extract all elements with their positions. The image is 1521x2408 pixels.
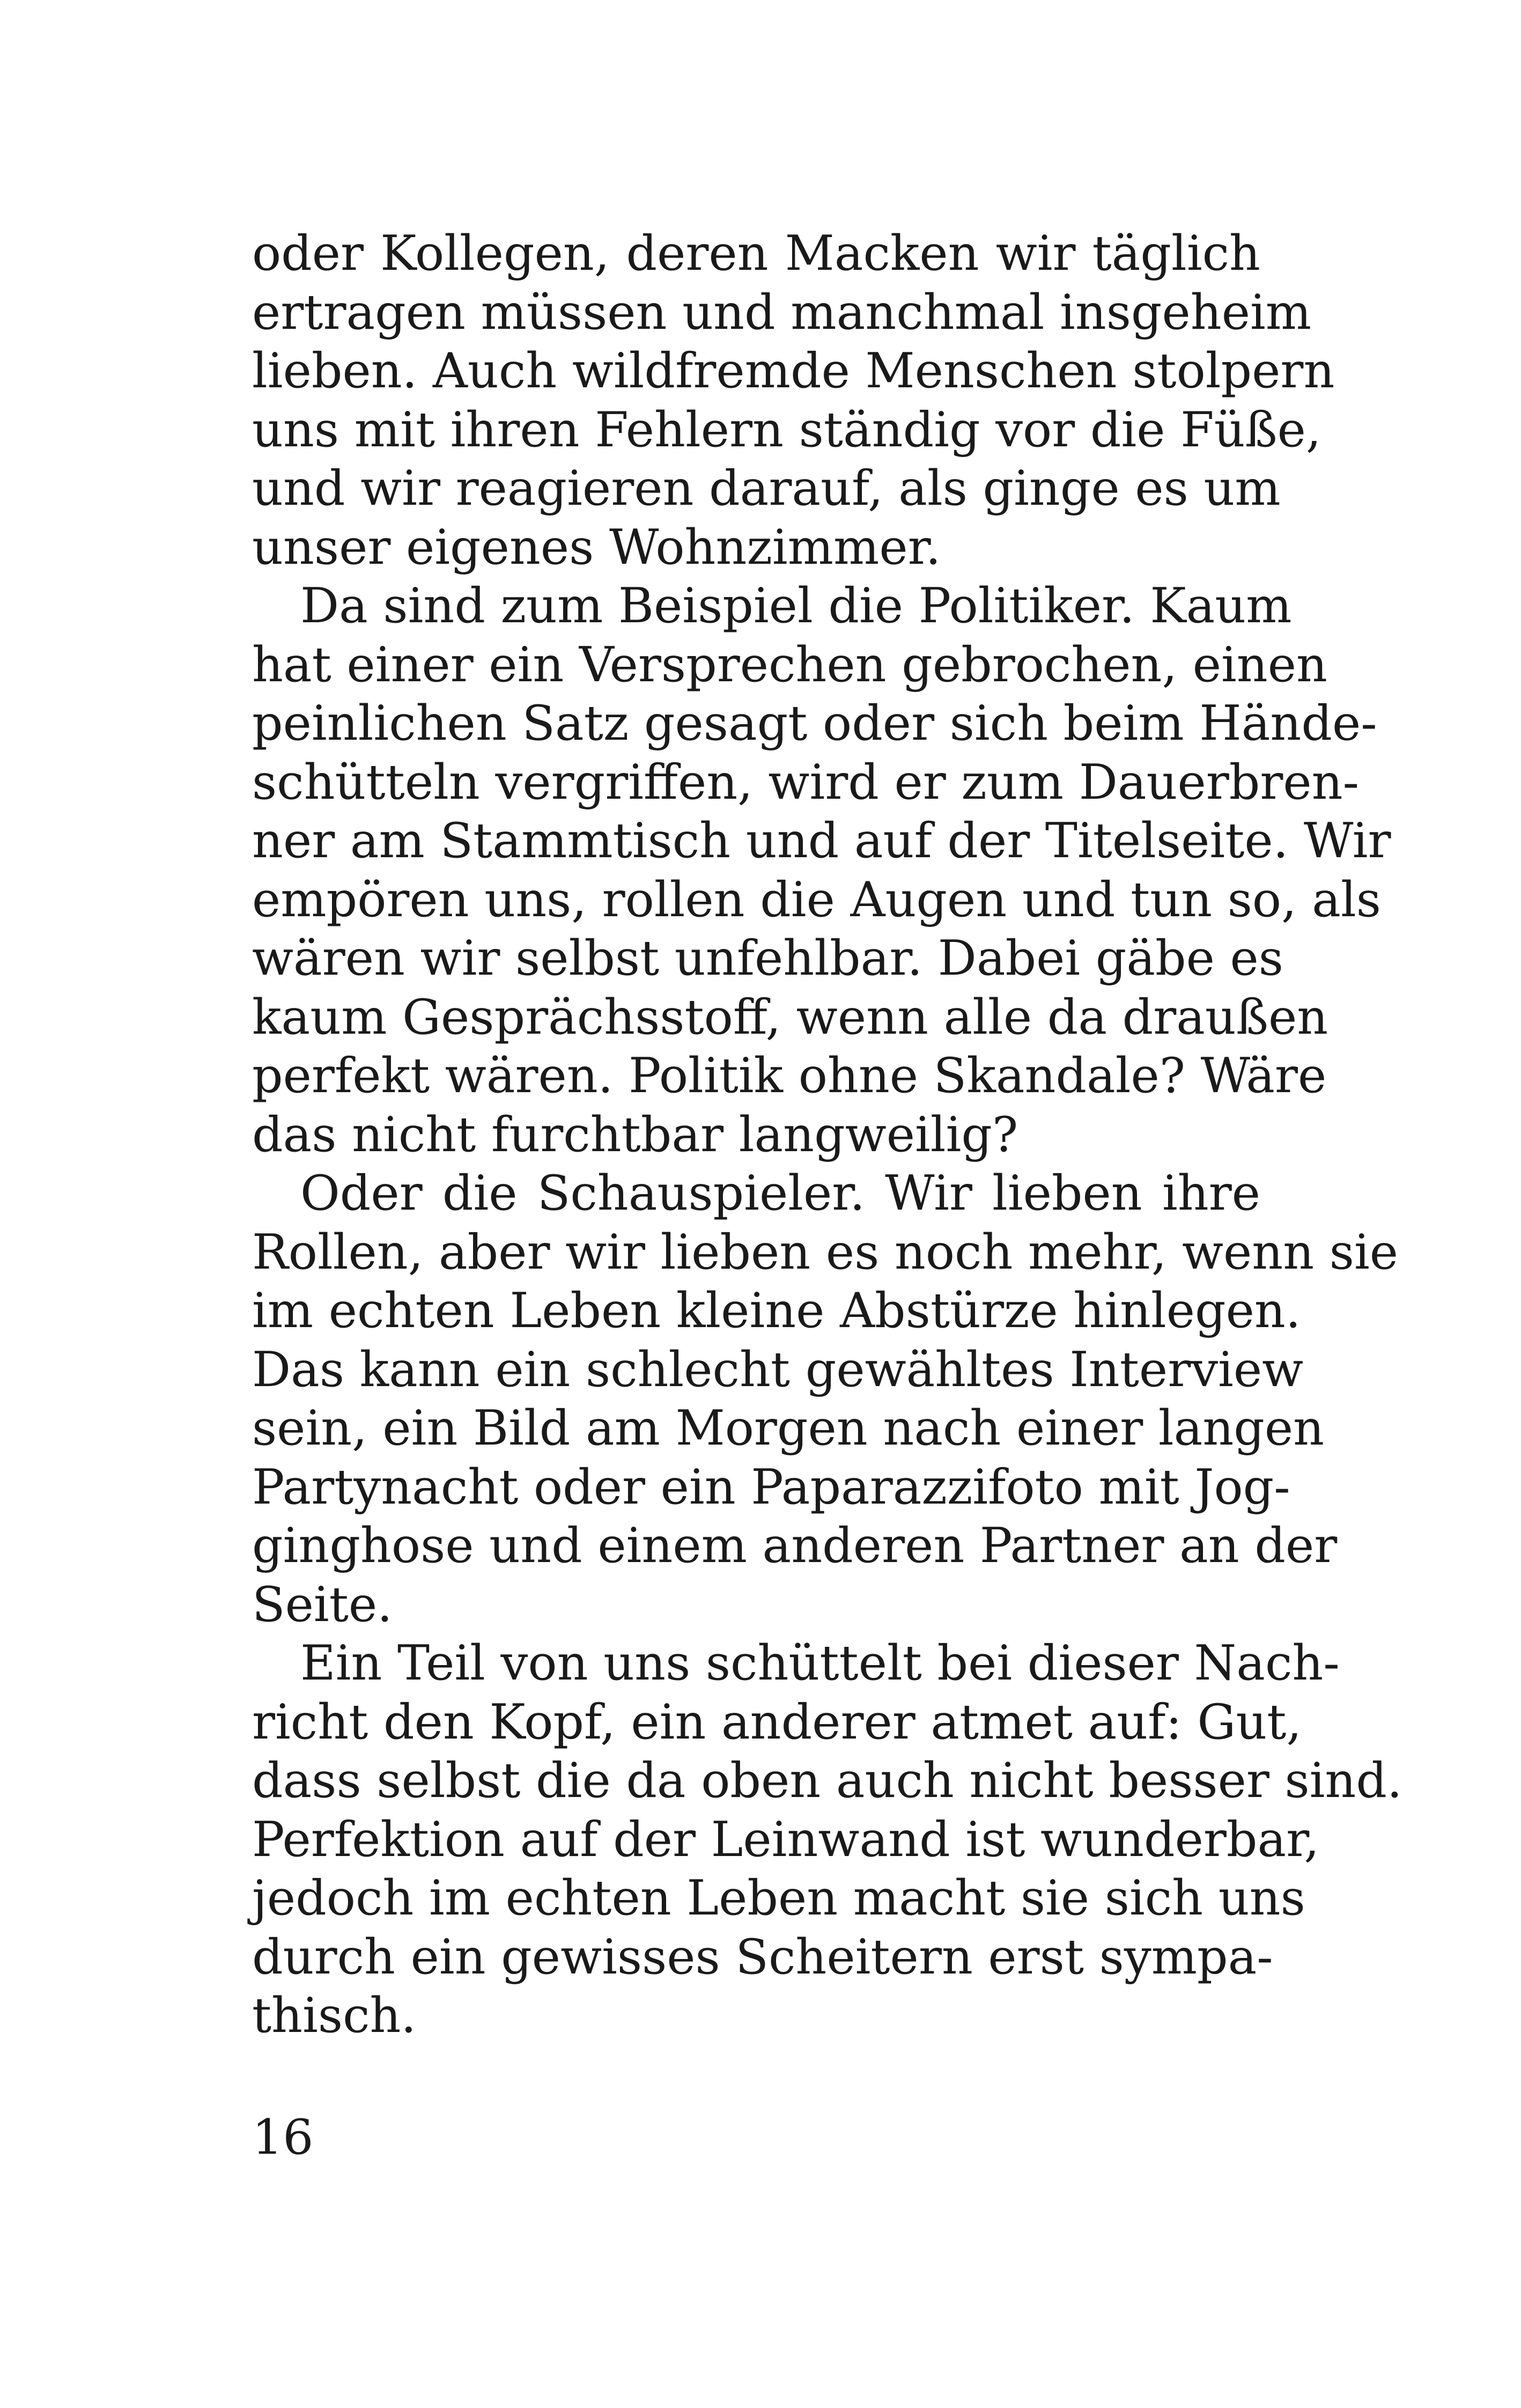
text-line: empören uns, rollen die Augen und tun so, als (252, 871, 1381, 928)
text-line: Ein Teil von uns schüttelt bei dieser Nach- (300, 1635, 1340, 1691)
text-line: Rollen, aber wir lieben es noch mehr, wenn sie (252, 1224, 1399, 1280)
text-line: schütteln vergriffen, wird er zum Dauerbren- (252, 754, 1360, 811)
text-line: thisch. (252, 1987, 417, 2044)
text-line: ginghose und einem anderen Partner an der (252, 1518, 1338, 1574)
text-line: und wir reagieren darauf, als ginge es um (252, 460, 1281, 517)
text-line: richt den Kopf, ein anderer atmet auf: Gut, (252, 1693, 1302, 1750)
text-line: Das kann ein schlecht gewähltes Interview (252, 1341, 1304, 1398)
text-line: Perfektion auf der Leinwand ist wunderbar, (252, 1811, 1319, 1868)
text-line: das nicht furchtbar langweilig? (252, 1106, 1018, 1163)
text-line: oder Kollegen, deren Macken wir täglich (252, 225, 1260, 282)
text-line: peinlichen Satz gesagt oder sich beim Hände- (252, 695, 1377, 752)
page-number: 16 (252, 2109, 314, 2166)
text-line: Oder die Schauspieler. Wir lieben ihre (300, 1165, 1260, 1221)
text-line: Seite. (252, 1576, 393, 1633)
text-line: perfekt wären. Politik ohne Skandale? Wäre (252, 1048, 1327, 1104)
text-line: wären wir selbst unfehlbar. Dabei gäbe es (252, 930, 1283, 986)
text-line: unser eigenes Wohnzimmer. (252, 519, 941, 576)
text-line: ertragen müssen und manchmal insgeheim (252, 284, 1312, 341)
text-line: durch ein gewisses Scheitern erst sympa- (252, 1928, 1273, 1985)
text-line: Partynacht oder ein Paparazzifoto mit Jog- (252, 1459, 1290, 1515)
text-line: kaum Gesprächsstoff, wenn alle da draußen (252, 989, 1328, 1045)
text-line: hat einer ein Versprechen gebrochen, einen (252, 636, 1327, 693)
text-line: Da sind zum Beispiel die Politiker. Kaum (300, 578, 1292, 634)
text-line: ner am Stammtisch und auf der Titelseite. Wir (252, 813, 1391, 869)
text-line: uns mit ihren Fehlern ständig vor die Füße, (252, 401, 1321, 458)
text-line: sein, ein Bild am Morgen nach einer langen (252, 1400, 1325, 1456)
text-line: lieben. Auch wildfremde Menschen stolpern (252, 343, 1335, 399)
text-line: jedoch im echten Leben macht sie sich uns (252, 1870, 1305, 1926)
text-line: im echten Leben kleine Abstürze hinlegen. (252, 1283, 1301, 1339)
text-line: dass selbst die da oben auch nicht besser sind. (252, 1752, 1402, 1809)
body-text (252, 224, 1402, 2045)
